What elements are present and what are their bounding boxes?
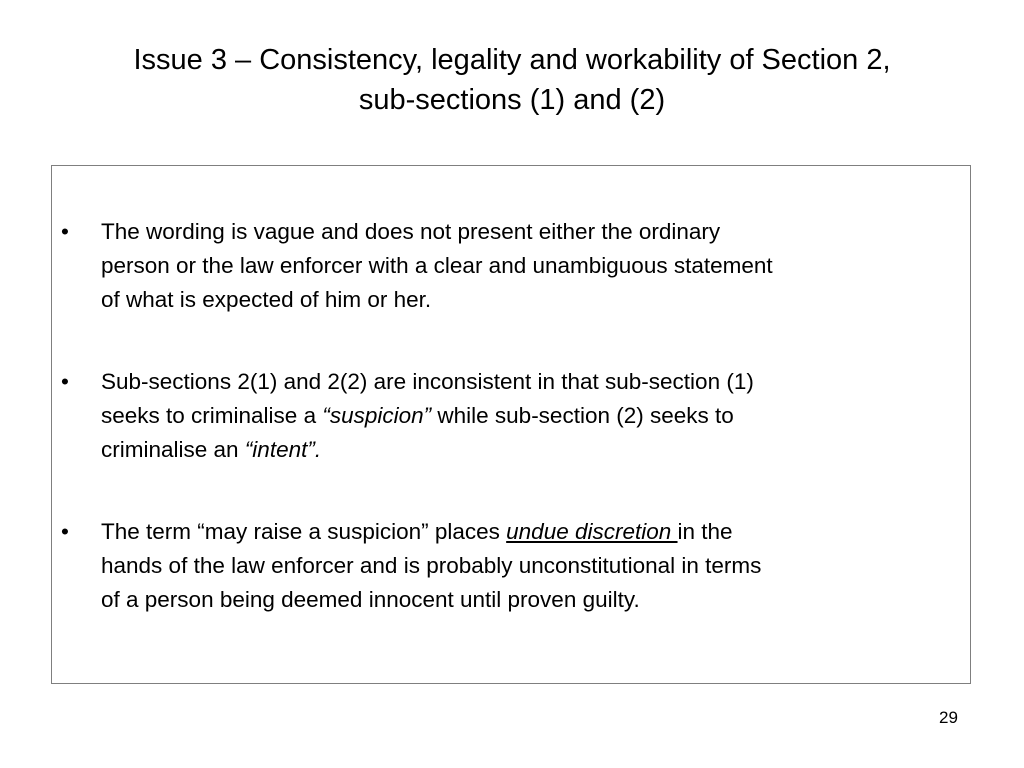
bullet-text-line: [101, 515, 956, 549]
bullet-text-line: person or the law enforcer with a clear and unambiguous statement: [101, 253, 773, 278]
emphasis-suspicion: “suspicion”: [322, 403, 432, 428]
bullet-text-line: [101, 399, 956, 433]
bullet-list: [52, 215, 970, 617]
emphasis-intent: “intent”.: [244, 437, 322, 462]
bullet-text-line: hands of the law enforcer and is probably unconstitutional in terms: [101, 553, 762, 578]
bullet-text-line: [101, 433, 956, 467]
bullet-text-segment: criminalise an: [101, 437, 245, 462]
bullet-icon: •: [61, 219, 69, 244]
emphasis-undue-discretion: undue discretion: [506, 519, 678, 544]
bullet-item-inconsistency: [52, 365, 970, 467]
bullet-text-line: Sub-sections 2(1) and 2(2) are inconsistent in that sub-section (1): [101, 369, 754, 394]
bullet-text-segment: The term “may raise a suspicion” places: [101, 519, 507, 544]
slide-title-line-2: sub-sections (1) and (2): [358, 84, 666, 116]
page-number: 29: [939, 708, 958, 727]
bullet-text-line: of a person being deemed innocent until proven guilty.: [101, 587, 640, 612]
bullet-text-segment: seeks to criminalise a: [101, 403, 323, 428]
bullet-text-segment: while sub-section (2) seeks to: [431, 403, 734, 428]
slide-title-line-1: Issue 3 – Consistency, legality and workability of Section 2,: [133, 44, 891, 76]
bullet-icon: •: [61, 369, 69, 394]
bullet-item-vague-wording: [52, 215, 970, 317]
content-box: [51, 165, 971, 684]
slide-title: [0, 40, 1024, 120]
bullet-icon: •: [61, 519, 69, 544]
bullet-text-segment: in the: [677, 519, 733, 544]
bullet-text-line: of what is expected of him or her.: [101, 287, 432, 312]
bullet-text-line: The wording is vague and does not present either the ordinary: [101, 219, 721, 244]
bullet-item-undue-discretion: [52, 515, 970, 617]
